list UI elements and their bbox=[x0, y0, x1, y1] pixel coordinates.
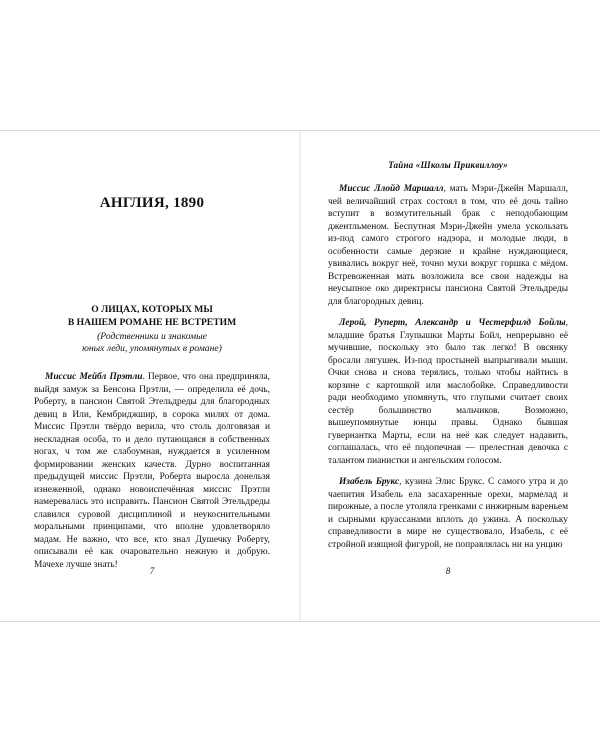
book-spread bbox=[0, 130, 600, 622]
chapter-title: АНГЛИЯ, 1890 bbox=[99, 195, 205, 211]
section-heading bbox=[34, 303, 270, 329]
right-body-text bbox=[328, 183, 568, 551]
running-head: Тайна «Школы Приквиллоу» bbox=[388, 160, 508, 170]
entry-paragraph bbox=[328, 317, 568, 467]
entry-name: Миссис Ллойд Маршалл bbox=[339, 184, 444, 194]
left-page bbox=[34, 131, 270, 621]
section-subheading-line-2: юных леди, упомянутых в романе) bbox=[82, 343, 222, 354]
paragraph-gap bbox=[328, 308, 568, 317]
entry-text: . Первое, что она предприняла, выйдя замуж за Бенсона Прэтли, — определила её дочь, Роберту, в пансион Святой Этельдреды для благородных девиц в Или, Кембриджшир, в сорока милях от дома. Миссис Прэтли твёрдо верила, что столь долговязая и нескладная особа, то и дело путающаяся в собственных ногах, ч том же слабоумная, нуждается в усиленном формировании женских качеств. Дурно воспитанная предыдущей миссис Прэтли, Роберта выросла донельзя изнеженной, однако новоиспечённая миссис Прэтли намеревалась это исправить. Пансион Святой Этельдреды славился суровой дисциплиной и неукоснительными моральными принципами, что вполне удовлетворяло мадам. Не важно, что все, кто знал Душечку Роберту, описывали её как очаровательно нежную и добрую. Мачехе лучше знать! bbox=[34, 372, 270, 570]
entry-paragraph bbox=[328, 476, 568, 551]
section-heading-line-1: О ЛИЦАХ, КОТОРЫХ МЫ bbox=[91, 304, 213, 315]
page-number: 7 bbox=[149, 566, 155, 576]
page-number: 8 bbox=[445, 566, 451, 576]
entry-name: Миссис Мейбл Прэтли bbox=[45, 372, 143, 382]
section-subheading-line-1: (Родственники и знакомые bbox=[97, 331, 207, 342]
section-heading-line-2: В НАШЕМ РОМАНЕ НЕ ВСТРЕТИМ bbox=[67, 317, 237, 328]
right-page bbox=[328, 131, 568, 621]
entry-name: Изабель Брукс bbox=[339, 477, 400, 487]
entry-name: Лерой, Руперт, Александр и Честерфилд Бойлы bbox=[339, 318, 566, 328]
entry-text: , младшие братья Глупышки Марты Бойл, непрерывно её мучившие, поскольку это было так легко! В овсянку бросали лягушек. Из-под простыней выпрыгивали мыши. Очки снова и снова терялись, только чтобы найтись в корзине с картошкой или маслобойке. Справедливости ради необходимо упомянуть, что глупыми считает своих сестёр большинство мальчиков. Возможно, вышеупомянутые юнцы правы. Однако бывшая гувернантка Марты, если на неё как следует надавить, соглашалась, что её подопечная — прелестная девочка с талантом пианистки и ангельским голосом. bbox=[328, 318, 568, 466]
section-subheading bbox=[34, 331, 270, 355]
entry-text: , кузина Элис Брукс. С самого утра и до чаепития Изабель ела засахаренные орехи, мармелад и пирожные, а после утоляла гренками с инжирным вареньем и сырными круассанами вплоть до ужина. А поскольку справедливости в мире не существовало, Изабель, с её стройной изящной фигурой, не поправлялась ни на унцию bbox=[328, 477, 568, 550]
book-gutter bbox=[299, 131, 301, 621]
left-body-text bbox=[34, 371, 270, 571]
entry-paragraph bbox=[328, 183, 568, 308]
entry-text: , мать Мэри-Джейн Маршалл, чей величайший страх состоял в том, что её дочь тайно вступит в возмутительный брак с неподобающим джентльменом. Беспутная Мэри-Джейн умела ускользать из-под самого строгого надзора, и молодые люди, в особенности самые дерзкие и крайне нуждающиеся, увивались вокруг неё, точно мухи вокруг горшка с мёдом. Встревоженная мать возложила все свои надежды на неусыпное око директрисы пансиона Святой Этельдреды для благородных девиц. bbox=[328, 184, 568, 307]
paragraph-gap bbox=[328, 467, 568, 476]
entry-paragraph bbox=[34, 371, 270, 571]
